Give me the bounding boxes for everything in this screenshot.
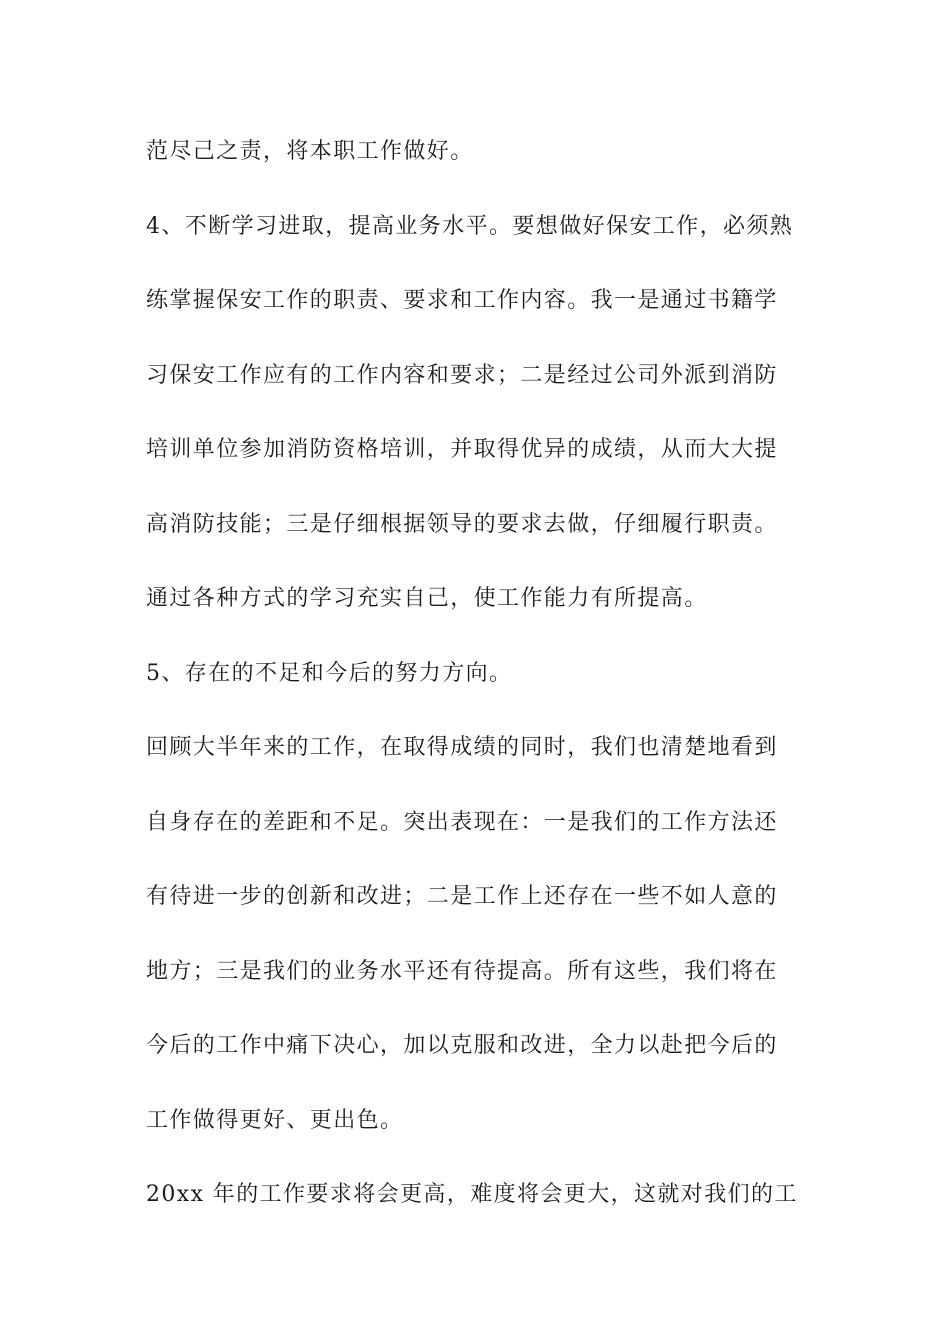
text-line-10: 自身存在的差距和不足。突出表现在：一是我们的工作方法还 xyxy=(146,809,778,835)
text-line-8: 5、存在的不足和今后的努力方向。 xyxy=(146,660,513,686)
text-line-9: 回顾大半年来的工作，在取得成绩的同时，我们也清楚地看到 xyxy=(146,735,778,760)
document-body xyxy=(146,127,810,1245)
text-line-4: 习保安工作应有的工作内容和要求；二是经过公司外派到消防 xyxy=(146,362,778,388)
text-line-14: 工作做得更好、更出色。 xyxy=(146,1107,404,1133)
text-line-11: 有待进一步的创新和改进；二是工作上还存在一些不如人意的 xyxy=(146,884,778,909)
text-line-13: 今后的工作中痛下决心，加以克服和改进，全力以赴把今后的 xyxy=(146,1033,778,1058)
text-line-2: 4、不断学习进取，提高业务水平。要想做好保安工作，必须熟 xyxy=(146,213,794,239)
text-line-7: 通过各种方式的学习充实自己，使工作能力有所提高。 xyxy=(146,586,708,611)
text-line-12: 地方；三是我们的业务水平还有待提高。所有这些，我们将在 xyxy=(146,958,778,984)
text-line-3: 练掌握保安工作的职责、要求和工作内容。我一是通过书籍学 xyxy=(146,288,778,313)
text-line-6: 高消防技能；三是仔细根据领导的要求去做，仔细履行职责。 xyxy=(146,511,778,537)
text-line-5: 培训单位参加消防资格培训，并取得优异的成绩，从而大大提 xyxy=(146,437,778,462)
text-line-1: 范尽己之责，将本职工作做好。 xyxy=(146,139,474,164)
text-line-15: 20xx 年的工作要求将会更高，难度将会更大，这就对我们的工 xyxy=(146,1182,798,1207)
